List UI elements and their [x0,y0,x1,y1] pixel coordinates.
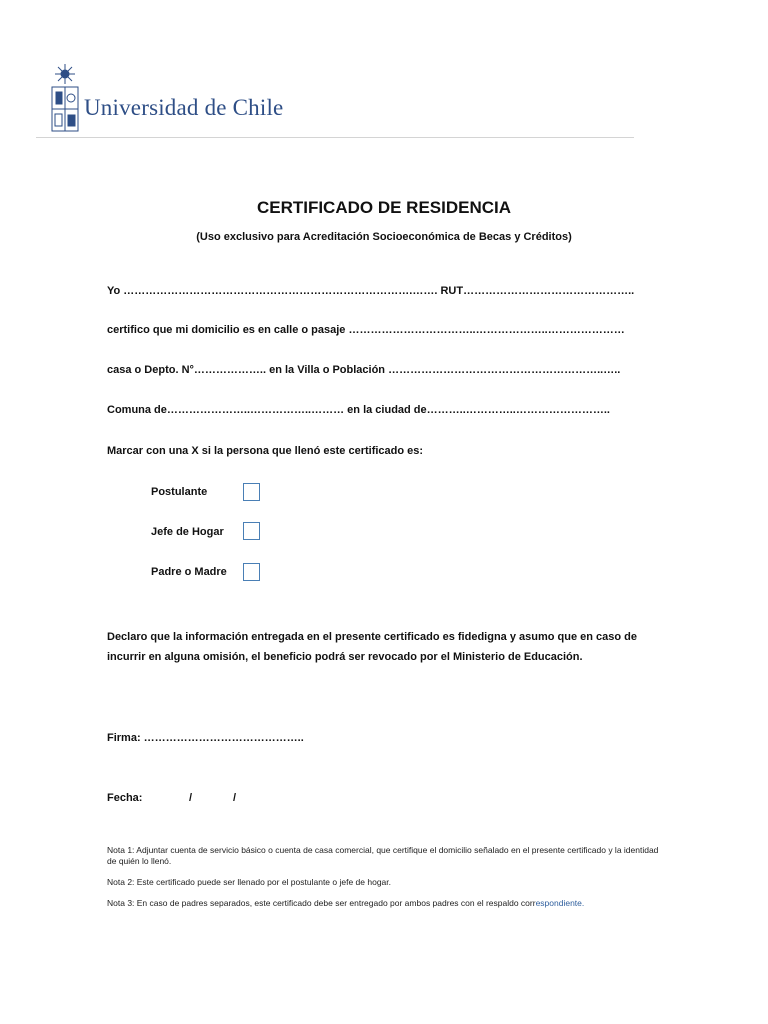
option-label-jefe-de-hogar: Jefe de Hogar [151,526,224,538]
line-comuna-ciudad: Comuna de…………………..……………..……… en la ciudad de………..…………..…………………….. [107,404,610,416]
document-title: CERTIFICADO DE RESIDENCIA [256,198,512,217]
university-name: Universidad de Chile [84,95,284,120]
nota-3-text: Nota 3: En caso de padres separados, este certificado debe ser entregado por ambos padres con el respaldo corr [107,898,536,908]
fecha-separator-2: / [233,792,237,804]
firma-line: Firma: …………………………………….. [107,732,304,744]
checkbox-postulante[interactable] [243,483,260,501]
fecha-label: Fecha: [107,792,143,804]
line-domicilio: certifico que mi domicilio es en calle o pasaje ……………………………..………………..………………… [107,324,625,336]
declaration-text: Declaro que la información entregada en el presente certificado es fidedigna y asumo que en caso de incurrir en alguna omisión, el beneficio podrá ser revocado por el Ministerio de Educación. [107,631,637,663]
checkbox-padre-o-madre[interactable] [243,563,260,581]
nota-3 [107,898,667,909]
document-subtitle: (Uso exclusivo para Acreditación Socioeconómica de Becas y Créditos) [196,231,572,243]
checkbox-jefe-de-hogar[interactable] [243,522,260,540]
option-label-padre-o-madre: Padre o Madre [151,566,227,578]
line-yo-rut: Yo …………………………………………………………………….……. RUT……………………………………….. [107,285,635,297]
university-crest-logo [50,63,80,133]
nota-2: Nota 2: Este certificado puede ser llenado por el postulante o jefe de hogar. [107,877,391,887]
line-depto-villa: casa o Depto. N°……………….. en la Villa o Población …………………………………………………..….. [107,364,621,376]
option-label-postulante: Postulante [151,486,208,498]
fecha-separator-1: / [189,792,193,804]
checkbox-instruction: Marcar con una X si la persona que llenó este certificado es: [107,445,424,457]
crest-icon [50,63,80,133]
nota-3-link-text: espondiente. [535,898,585,908]
header-divider [36,137,634,138]
nota-1: Nota 1: Adjuntar cuenta de servicio básico o cuenta de casa comercial, que certifique el domicilio señalado en el presente certificado y la identidad de quién lo llenó. [107,845,659,866]
